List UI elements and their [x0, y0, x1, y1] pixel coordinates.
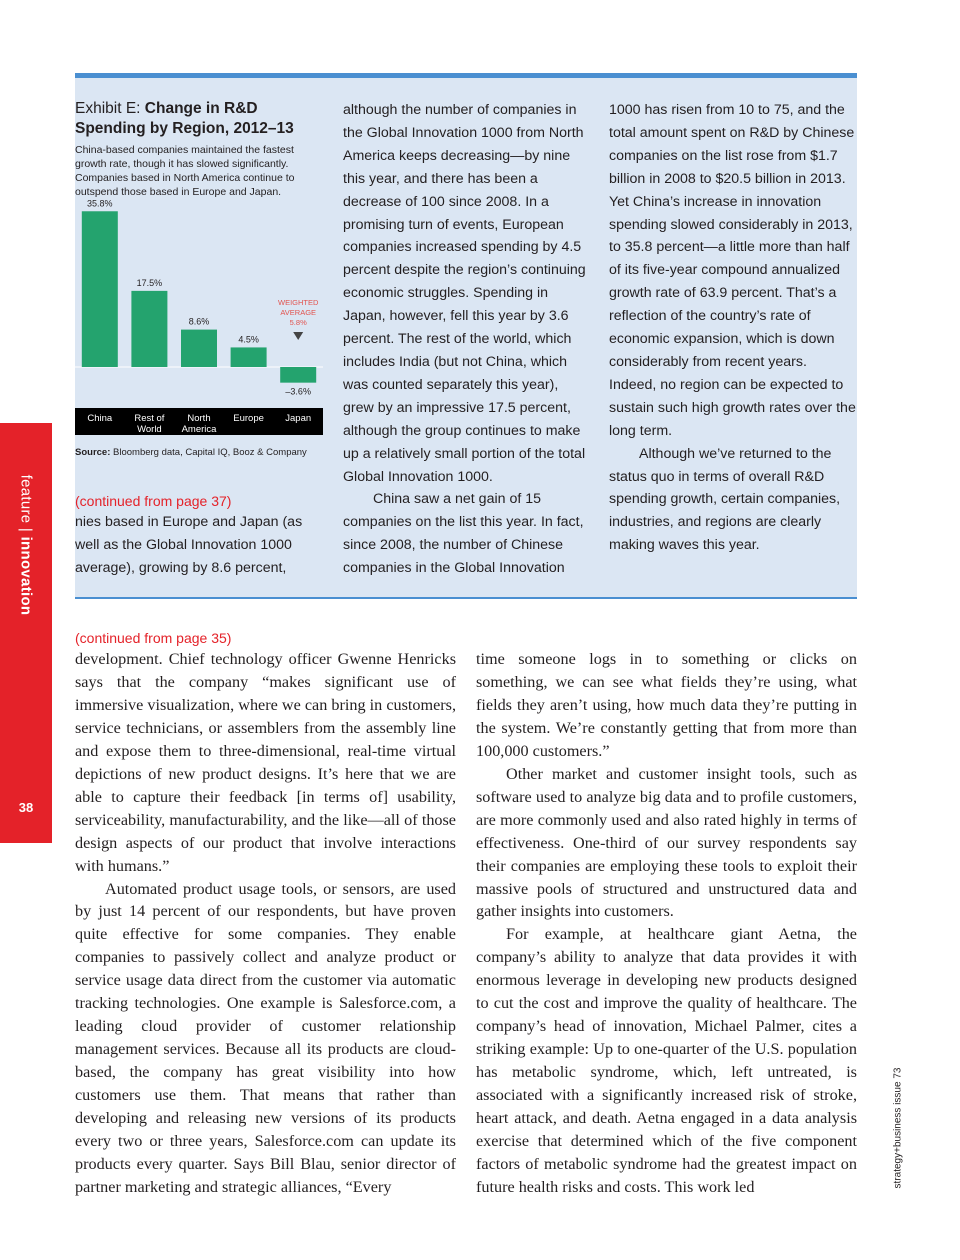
value-label: 17.5%: [136, 277, 163, 288]
exhibit-header: [75, 99, 323, 199]
category-tick-label: North: [187, 413, 211, 424]
exhibit-title: Exhibit E: Change in R&D Spending by Region, 2012–13: [75, 100, 294, 137]
value-label: 35.8%: [87, 199, 113, 209]
value-label: –3.6%: [285, 386, 311, 397]
article-paragraph: time someone logs in to something or clicks on something, we can see what fields they’re using, what fields they aren’t using, how much data they’re putting in the system. We’re constantly getting that from more than 100,000 customers.”: [476, 650, 857, 760]
article-column-right: [476, 648, 857, 1199]
value-label: 8.6%: [188, 316, 210, 327]
sidebar-column-1: [75, 491, 325, 580]
sidebar-column-2: [343, 99, 591, 580]
sidebar-paragraph: 1000 has risen from 10 to 75, and the total amount spent on R&D by Chinese companies on the list rose from $1.7 billion in 2008 to $20.5 billion in 2013. Yet China’s increase in innovation spending slowed considerably in 2013, to 35.8 percent—a little more than half of its five-year compound annualized growth rate of 63.9 percent. That’s a reflection of the country’s rate of economic expansion, which is down considerably from recent years. Indeed, no region can be expected to sustain such high growth rates over the long term.: [609, 102, 856, 439]
sidebar-paragraph: Although we’ve returned to the status quo in terms of overall R&D spending growth, certain companies, industries, and regions are clearly making waves this year.: [609, 445, 841, 554]
reference-marker-icon: [293, 332, 303, 340]
category-tick-label: Japan: [285, 413, 312, 424]
sidebar-paragraph: nies based in Europe and Japan (as well as the Global Innovation 1000 average), growing by 8.6 percent,: [75, 514, 303, 576]
article-paragraph: development. Chief technology officer Gwenne Henricks says that the company “makes significant use of immersive visualization, where we can bring in customers, service technicians, or assemblers from the assembly line and expose them to three-dimensional, real-time virtual depictions of new product designs. It’s here that we are able to capture their feedback [in terms of] usability, serviceability, manufacturability, and the like—all of those design aspects of our product that involve interactions with humans.”: [75, 650, 456, 875]
article-paragraph: For example, at healthcare giant Aetna, the company’s ability to analyze that data provides it with enormous leverage in developing new products designed to cut the cost and improve the quality of healthcare. The company’s head of innovation, Michael Palmer, cites a striking example: Up to one-quarter of the U.S. population has metabolic syndrome, which, left untreated, is associated with a significantly increased risk of stroke, heart attack, and death. Aetna engaged in a data analysis exercise that determined which of the five component factors of metabolic syndrome had the greatest impact on future health risks and costs. This work led: [476, 925, 857, 1196]
reference-label: 5.8%: [289, 318, 307, 327]
bar-chart: [75, 199, 323, 439]
bar-north-america: [181, 330, 217, 367]
sidebar-continued-note: (continued from page 37): [75, 493, 232, 509]
bar-china: [82, 211, 118, 367]
section-label: feature | innovation: [17, 474, 35, 616]
category-tick-label: Rest of: [134, 413, 165, 424]
category-tick-label: China: [87, 413, 113, 424]
sidebar-paragraph: China saw a net gain of 15 companies on the list this year. In fact, since 2008, the number of Chinese companies in the Global Innovation: [343, 491, 584, 577]
article-paragraph: Other market and customer insight tools, such as software used to analyze big data and to profile customers, are more commonly used and also rated highly in terms of effectiveness. One-third of our survey respondents say their companies are employing these tools to exploit their massive pools of structured and unstructured data and gather insights into customers.: [476, 764, 857, 921]
bar-rest-of-world: [131, 291, 167, 367]
exhibit-caption: China-based companies maintained the fastest growth rate, though it has slowed significantly. Companies based in North America continue to outspend those based in Europe and Japan.: [75, 144, 295, 198]
reference-label: WEIGHTED: [277, 298, 319, 307]
exhibit-source: Source: Bloomberg data, Capital IQ, Booz & Company: [75, 447, 307, 458]
chart-svg: [75, 199, 323, 439]
article-column-left: [75, 648, 456, 1199]
category-tick-label: Europe: [233, 413, 264, 424]
category-tick-label: America: [181, 424, 217, 435]
page-number: 38: [18, 800, 34, 815]
reference-label: AVERAGE: [280, 308, 317, 317]
article-continued-note: (continued from page 35): [75, 630, 232, 646]
category-tick-label: World: [137, 424, 162, 435]
publication-footer: strategy+business issue 73: [892, 1067, 904, 1189]
sidebar-column-3: [609, 99, 857, 557]
bar-europe: [231, 347, 267, 367]
article-paragraph: Automated product usage tools, or sensors, are used by just 14 percent of our respondents, but have proven quite effective for some companies. They enable companies to passively collect and analyze product or service usage data direct from the customer via automatic tracking technologies. One example is Salesforce.com, a leading cloud provider of customer relationship management services. Because all its products are cloud-based, the company has great visibility into how customers use them. That means that rather than developing and releasing new versions of its products every two or three years, Salesforce.com can update its products every quarter. Says Bill Blau, senior director of partner marketing and strategic alliances, “Every: [75, 879, 456, 1196]
sidebar-paragraph: although the number of companies in the Global Innovation 1000 from North America keeps decreasing—by nine this year, and there has been a decrease of 100 since 2008. In a promising turn of events, European companies increased spending by 4.5 percent despite the region’s continuing economic struggles. Spending in Japan, however, fell this year by 3.6 percent. The rest of the world, which includes India (but not China, which was counted separately this year), grew by an impressive 17.5 percent, although the group continues to make up a relatively small portion of the total Global Innovation 1000.: [343, 102, 586, 485]
bar-japan: [280, 367, 316, 383]
value-label: 4.5%: [238, 334, 259, 345]
